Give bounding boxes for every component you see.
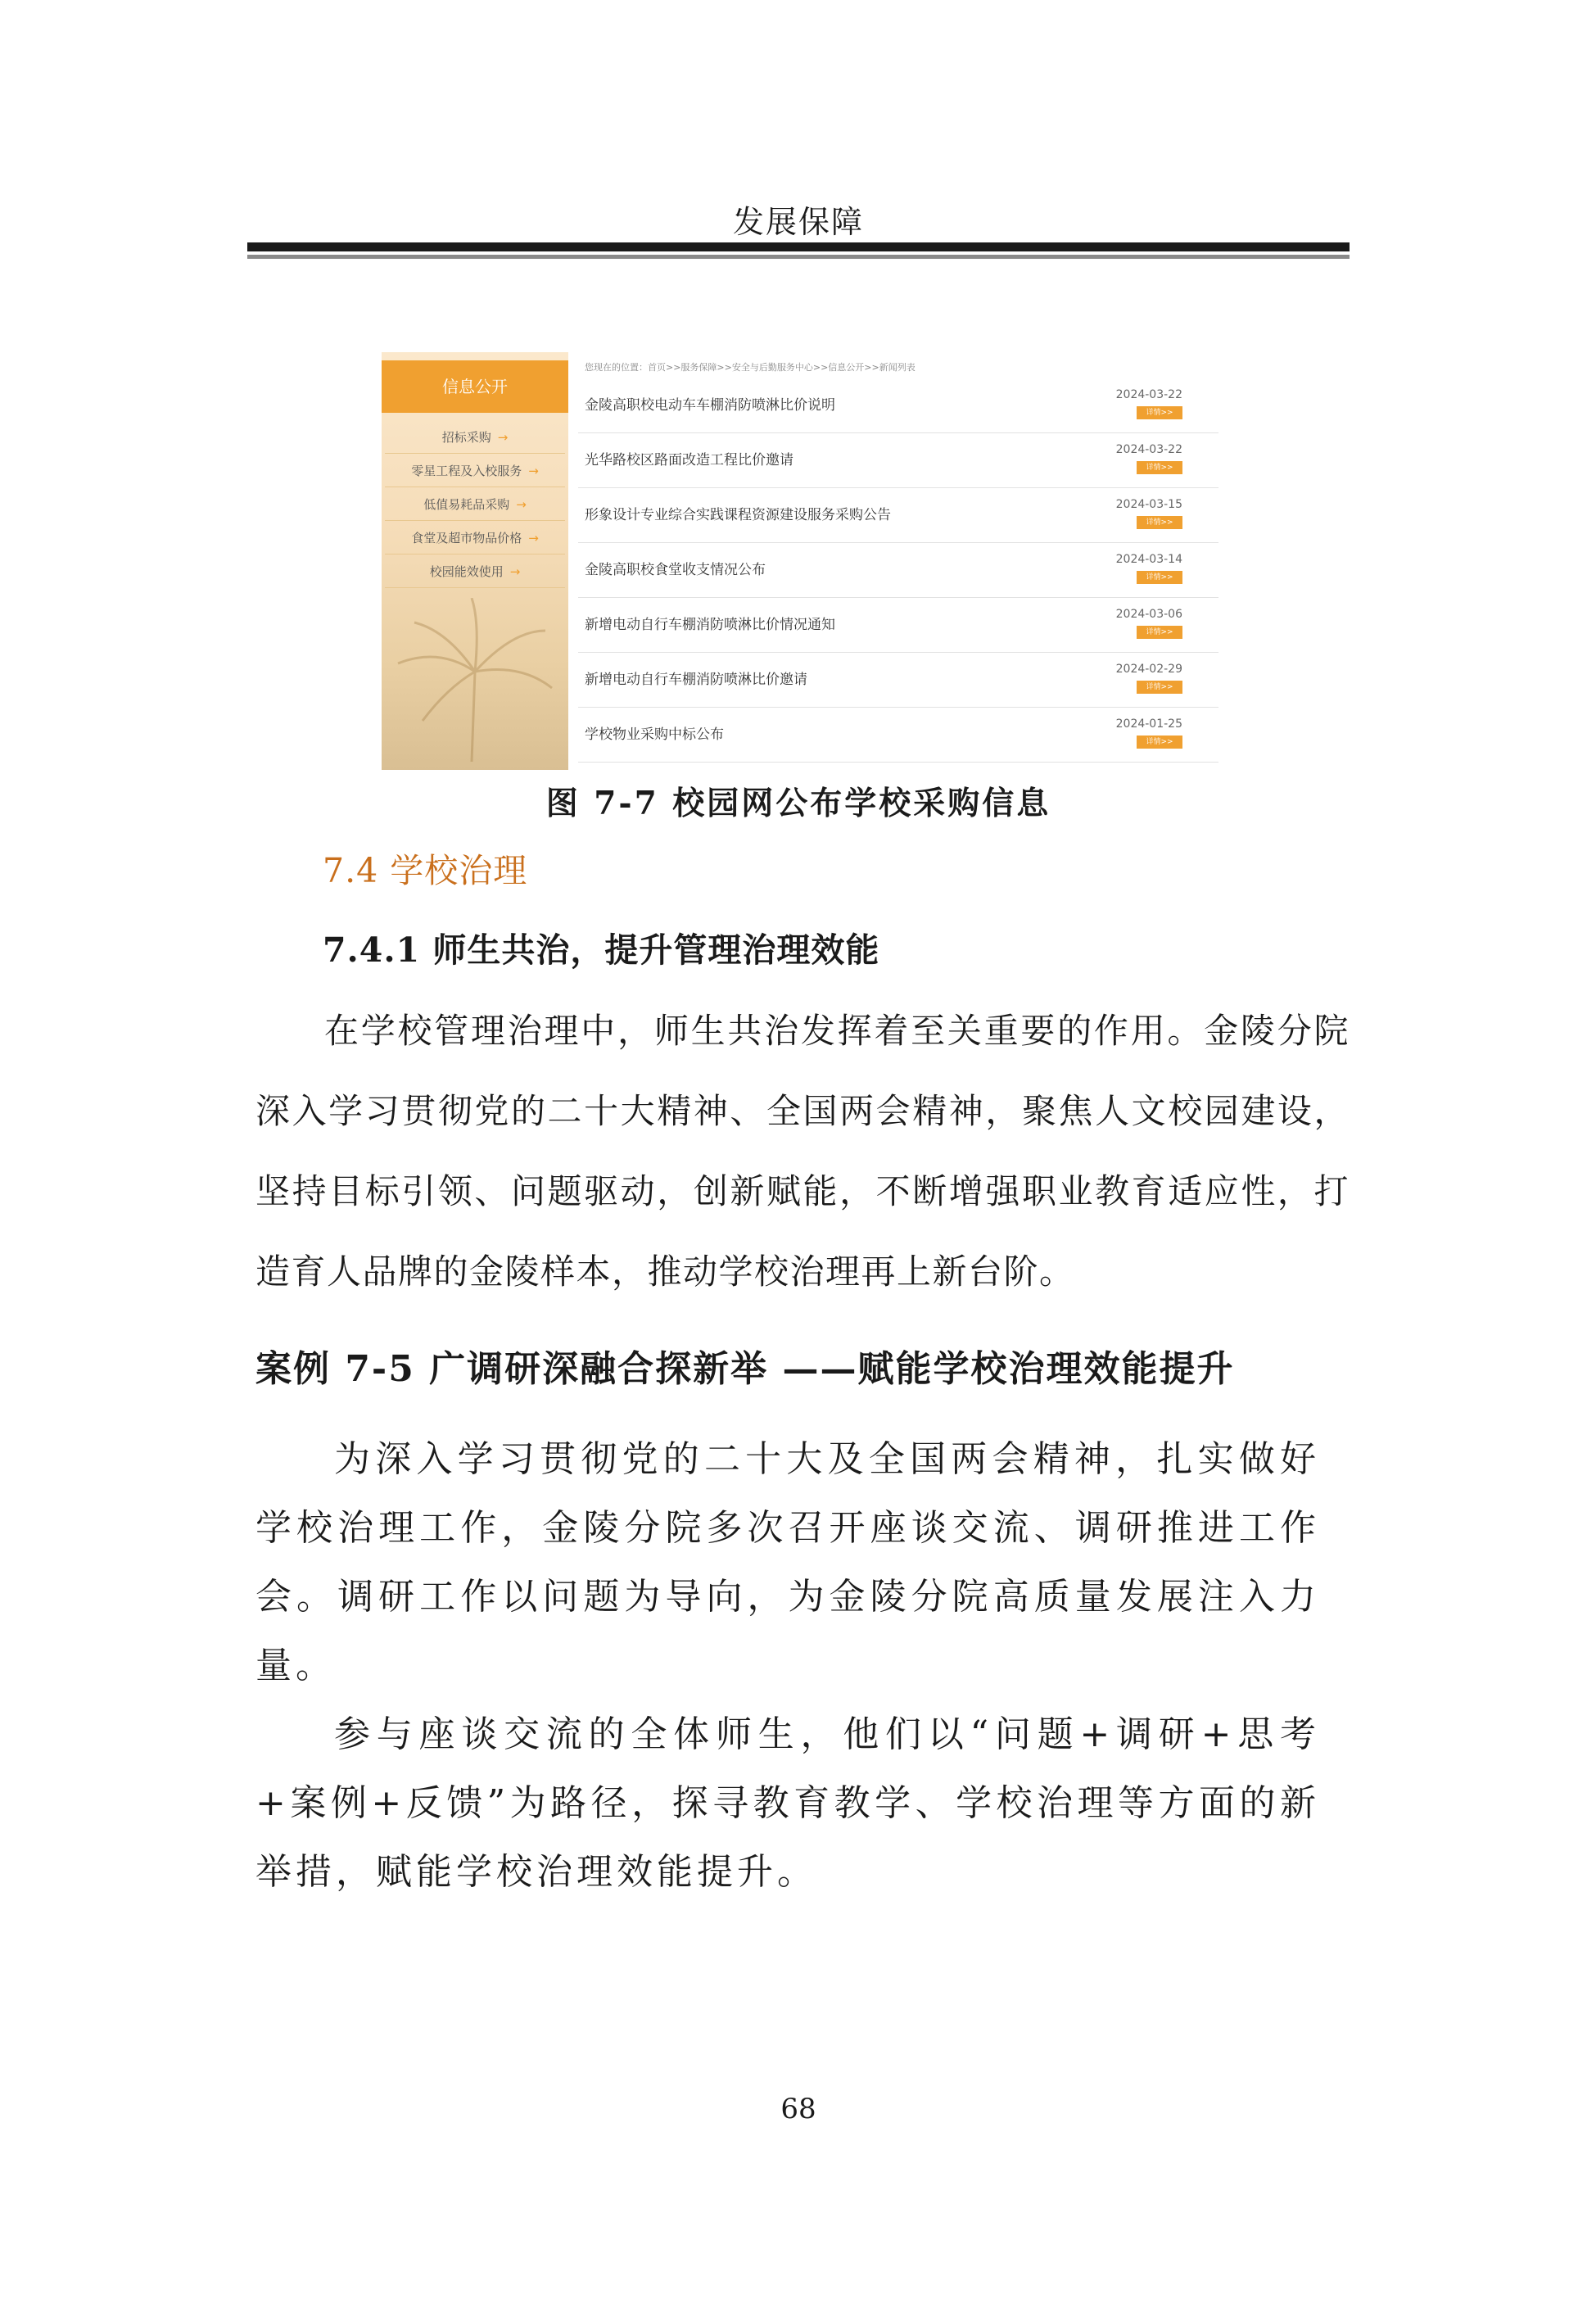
body-paragraph: 在学校管理治理中，师生共治发挥着至关重要的作用。金陵分院深入学习贯彻党的二十大精神、全国两会精神，聚焦人文校园建设，坚持目标引领、问题驱动，创新赋能，不断增强职业教育适应性，打造育人品牌的金陵样本，推动学校治理再上新台阶。 <box>255 1011 1350 1292</box>
details-button[interactable]: 详情>> <box>1137 461 1182 474</box>
news-title[interactable]: 新增电动自行车棚消防喷淋比价情况通知 <box>585 617 835 633</box>
side-item-consumables[interactable] <box>385 488 565 521</box>
side-item-label: 校园能效使用 <box>429 564 504 579</box>
news-row[interactable] <box>578 598 1218 653</box>
details-button[interactable]: 详情>> <box>1137 406 1182 419</box>
news-row[interactable] <box>578 708 1218 763</box>
case-heading: 案例 7-5 广调研深融合探新举 ——赋能学校治理效能提升 <box>255 1348 1235 1390</box>
details-button[interactable]: 详情>> <box>1137 736 1182 749</box>
news-row[interactable] <box>578 488 1218 543</box>
news-row[interactable] <box>578 433 1218 488</box>
side-panel <box>382 352 568 770</box>
header-rule-shadow <box>247 255 1350 259</box>
side-item-energy-use[interactable] <box>385 555 565 588</box>
news-date: 2024-03-06 <box>1115 608 1182 621</box>
news-title[interactable]: 金陵高职校电动车车棚消防喷淋比价说明 <box>585 397 835 414</box>
page-number: 68 <box>780 2093 816 2125</box>
website-screenshot-figure <box>382 352 1218 770</box>
news-date: 2024-03-22 <box>1115 388 1182 401</box>
details-button[interactable]: 详情>> <box>1137 681 1182 694</box>
news-title[interactable]: 形象设计专业综合实践课程资源建设服务采购公告 <box>585 507 891 523</box>
side-panel-title: 信息公开 <box>382 360 568 413</box>
side-item-label: 食堂及超市物品价格 <box>411 531 522 545</box>
news-date: 2024-03-22 <box>1115 443 1182 456</box>
news-title[interactable]: 新增电动自行车棚消防喷淋比价邀请 <box>585 672 807 688</box>
details-button[interactable]: 详情>> <box>1137 516 1182 529</box>
side-item-label: 零星工程及入校服务 <box>411 464 522 478</box>
side-item-bidding[interactable] <box>385 421 565 454</box>
news-row[interactable] <box>578 653 1218 708</box>
header-rule <box>247 242 1350 251</box>
case-paragraph: 参与座谈交流的全体师生，他们以“问题+调研+思考+案例+反馈”为路径，探寻教育教学、学校治理等方面的新举措，赋能学校治理效能提升。 <box>255 1713 1320 1893</box>
figure-caption: 图 7-7 校园网公布学校采购信息 <box>545 785 1051 822</box>
news-date: 2024-02-29 <box>1115 663 1182 676</box>
arrow-right-icon: → <box>516 497 527 512</box>
news-title[interactable]: 学校物业采购中标公布 <box>585 726 724 743</box>
arrow-right-icon: → <box>528 464 539 478</box>
arrow-right-icon: → <box>497 430 509 445</box>
breadcrumb: 您现在的位置：首页>>服务保障>>安全与后勤服务中心>>信息公开>>新闻列表 <box>585 362 916 373</box>
side-item-canteen-prices[interactable] <box>385 522 565 554</box>
side-item-small-projects[interactable] <box>385 455 565 487</box>
side-item-label: 低值易耗品采购 <box>423 497 510 512</box>
news-date: 2024-01-25 <box>1115 717 1182 731</box>
arrow-right-icon: → <box>509 564 521 579</box>
running-header: 发展保障 <box>732 204 864 240</box>
section-heading: 7.4 学校治理 <box>323 851 528 890</box>
news-title[interactable]: 金陵高职校食堂收支情况公布 <box>585 562 766 578</box>
news-date: 2024-03-14 <box>1115 553 1182 566</box>
palm-decoration-icon <box>390 598 554 762</box>
news-row[interactable] <box>578 543 1218 598</box>
case-paragraph: 为深入学习贯彻党的二十大及全国两会精神，扎实做好学校治理工作，金陵分院多次召开座谈交流、调研推进工作会。调研工作以问题为导向，为金陵分院高质量发展注入力量。 <box>255 1438 1320 1686</box>
details-button[interactable]: 详情>> <box>1137 626 1182 639</box>
news-title[interactable]: 光华路校区路面改造工程比价邀请 <box>585 452 793 468</box>
news-row[interactable] <box>578 378 1218 433</box>
subsection-heading: 7.4.1 师生共治，提升管理治理效能 <box>323 930 880 970</box>
arrow-right-icon: → <box>528 531 539 545</box>
side-item-label: 招标采购 <box>441 430 491 445</box>
details-button[interactable]: 详情>> <box>1137 571 1182 584</box>
news-date: 2024-03-15 <box>1115 498 1182 511</box>
